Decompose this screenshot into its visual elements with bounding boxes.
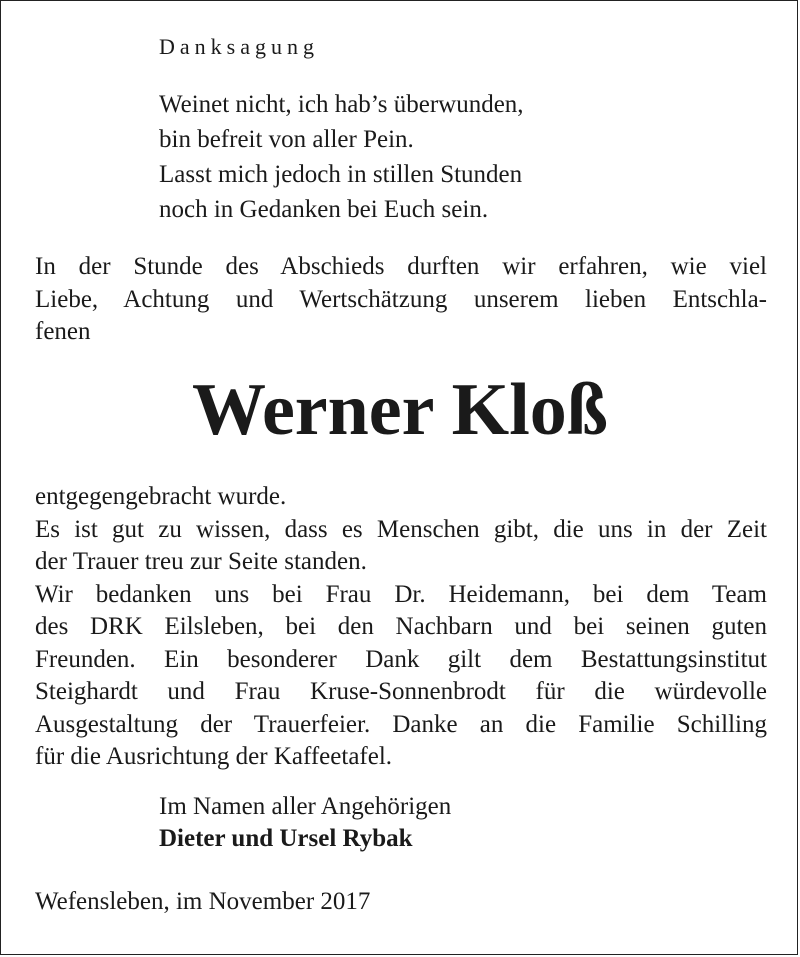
text-line: In der Stunde des Abschieds durften wir erfahren, wie viel [35,253,767,280]
text-line: des DRK Eilsleben, bei den Nachbarn und bei seinen guten [35,613,767,640]
poem-line: Lasst mich jedoch in stillen Stunden [159,161,523,188]
text-line: Wir bedanken uns bei Frau Dr. Heidemann, bei dem Team [35,580,767,608]
text-line: entgegengebracht wurde. [35,483,287,510]
signers: Dieter und Ursel Rybak [159,825,413,852]
text-line: der Trauer treu zur Seite standen. [35,548,367,575]
text-line: fenen [35,318,91,345]
text-line: Steighardt und Frau Kruse-Sonnenbrodt für die würdevolle [35,678,767,705]
poem-line: bin befreit von aller Pein. [159,126,414,153]
text-line: Es ist gut zu wissen, dass es Menschen gibt, die uns in der Zeit [35,515,767,543]
notice-heading: Danksagung [159,34,319,59]
text-line: Liebe, Achtung und Wertschätzung unserem lieben Entschla- [35,285,767,313]
closing-line: Im Namen aller Angehörigen [159,793,452,820]
poem-line: noch in Gedanken bei Euch sein. [159,196,489,223]
deceased-name: Werner Kloß [192,369,608,451]
closing-block [159,791,451,855]
intro-paragraph [35,251,767,349]
text-line: Freunden. Ein besonderer Dank gilt dem Bestattungsinstitut [35,645,767,673]
text-line: für die Ausrichtung der Kaffeetafel. [35,743,393,770]
text-line: Ausgestaltung der Trauerfeier. Danke an die Familie Schilling [35,710,767,738]
place-date: Wefensleben, im November 2017 [35,888,371,915]
poem [159,87,524,227]
thanks-paragraph [35,481,767,774]
poem-line: Weinet nicht, ich hab’s überwunden, [159,91,524,118]
